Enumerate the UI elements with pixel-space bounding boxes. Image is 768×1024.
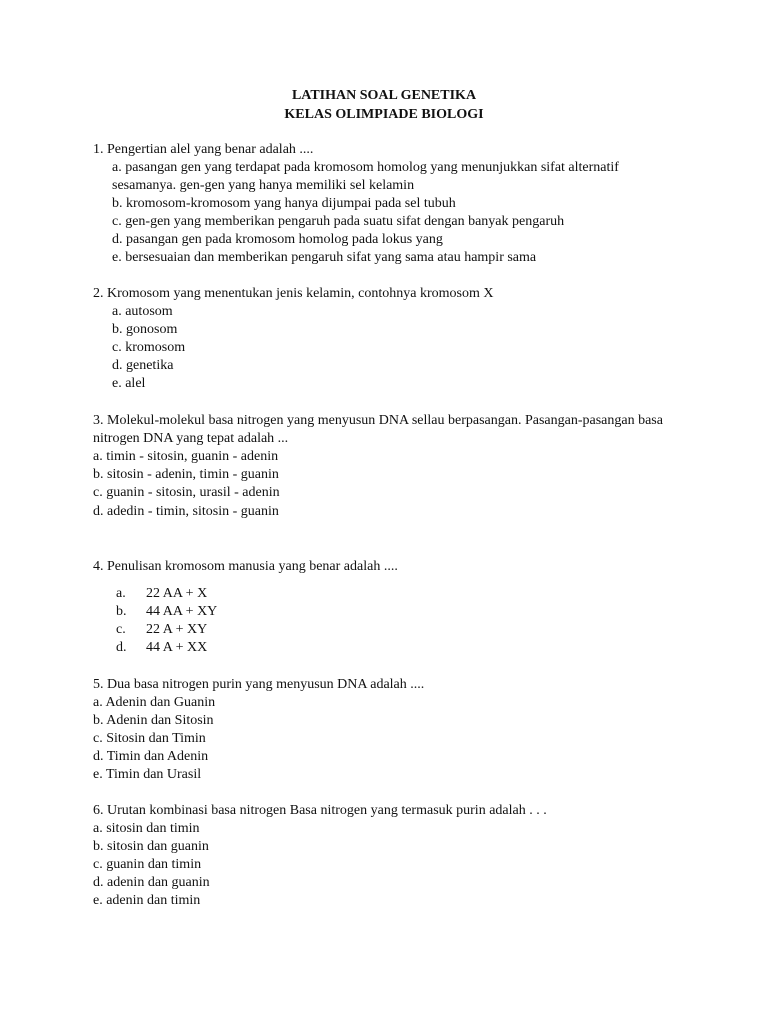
question-4-option-d	[116, 639, 207, 657]
question-2-option-e: e. alel	[112, 376, 146, 391]
question-1-option-b: b. kromosom-kromosom yang hanya dijumpai pada sel tubuh	[112, 196, 456, 211]
question-4-option-c	[116, 621, 207, 639]
question-1-option-a-cont: sesamanya. gen-gen yang hanya memiliki sel kelamin	[112, 178, 415, 193]
option-text: 22 AA + X	[146, 586, 208, 601]
question-6-text: 6. Urutan kombinasi basa nitrogen Basa nitrogen yang termasuk purin adalah . . .	[93, 803, 547, 818]
document-title: LATIHAN SOAL GENETIKA	[291, 88, 477, 103]
document-subtitle: KELAS OLIMPIADE BIOLOGI	[284, 107, 484, 122]
question-2-option-a: a. autosom	[112, 304, 173, 319]
question-3-option-d: d. adedin - timin, sitosin - guanin	[93, 504, 279, 519]
option-letter: b.	[116, 604, 127, 619]
question-4-option-b	[116, 603, 217, 621]
question-6-option-b: b. sitosin dan guanin	[93, 839, 209, 854]
question-4-option-a	[116, 585, 207, 603]
question-6-option-c: c. guanin dan timin	[93, 857, 202, 872]
question-1-option-e: e. bersesuaian dan memberikan pengaruh sifat yang sama atau hampir sama	[112, 250, 537, 265]
question-3-option-a: a. timin - sitosin, guanin - adenin	[93, 449, 279, 464]
question-5-option-e: e. Timin dan Urasil	[93, 767, 202, 782]
option-text: 44 A + XX	[146, 640, 208, 655]
question-5-text: 5. Dua basa nitrogen purin yang menyusun DNA adalah ....	[93, 677, 425, 692]
option-letter: d.	[116, 640, 127, 655]
question-1-text: 1. Pengertian alel yang benar adalah ....	[93, 142, 314, 157]
option-letter: a.	[116, 586, 126, 601]
question-1-option-d: d. pasangan gen pada kromosom homolog pada lokus yang	[112, 232, 443, 247]
question-6-option-e: e. adenin dan timin	[93, 893, 201, 908]
question-2-option-c: c. kromosom	[112, 340, 186, 355]
question-5-option-c: c. Sitosin dan Timin	[93, 731, 206, 746]
question-2-option-b: b. gonosom	[112, 322, 178, 337]
question-3-text-cont: nitrogen DNA yang tepat adalah ...	[93, 431, 289, 446]
question-1-option-a: a. pasangan gen yang terdapat pada kromosom homolog yang menunjukkan sifat alternatif	[112, 160, 619, 175]
question-4-text: 4. Penulisan kromosom manusia yang benar adalah ....	[93, 559, 398, 574]
option-text: 44 AA + XY	[146, 604, 218, 619]
question-2-text: 2. Kromosom yang menentukan jenis kelamin, contohnya kromosom X	[93, 286, 494, 301]
question-3-option-b: b. sitosin - adenin, timin - guanin	[93, 467, 279, 482]
question-5-option-d: d. Timin dan Adenin	[93, 749, 209, 764]
question-5-option-b: b. Adenin dan Sitosin	[93, 713, 214, 728]
question-2-option-d: d. genetika	[112, 358, 174, 373]
question-3-text: 3. Molekul-molekul basa nitrogen yang menyusun DNA sellau berpasangan. Pasangan-pasangan basa	[93, 413, 663, 428]
question-1-option-c: c. gen-gen yang memberikan pengaruh pada suatu sifat dengan banyak pengaruh	[112, 214, 565, 229]
question-3-option-c: c. guanin - sitosin, urasil - adenin	[93, 485, 280, 500]
option-letter: c.	[116, 622, 126, 637]
question-5-option-a: a. Adenin dan Guanin	[93, 695, 216, 710]
option-text: 22 A + XY	[146, 622, 208, 637]
question-6-option-a: a. sitosin dan timin	[93, 821, 200, 836]
question-6-option-d: d. adenin dan guanin	[93, 875, 210, 890]
